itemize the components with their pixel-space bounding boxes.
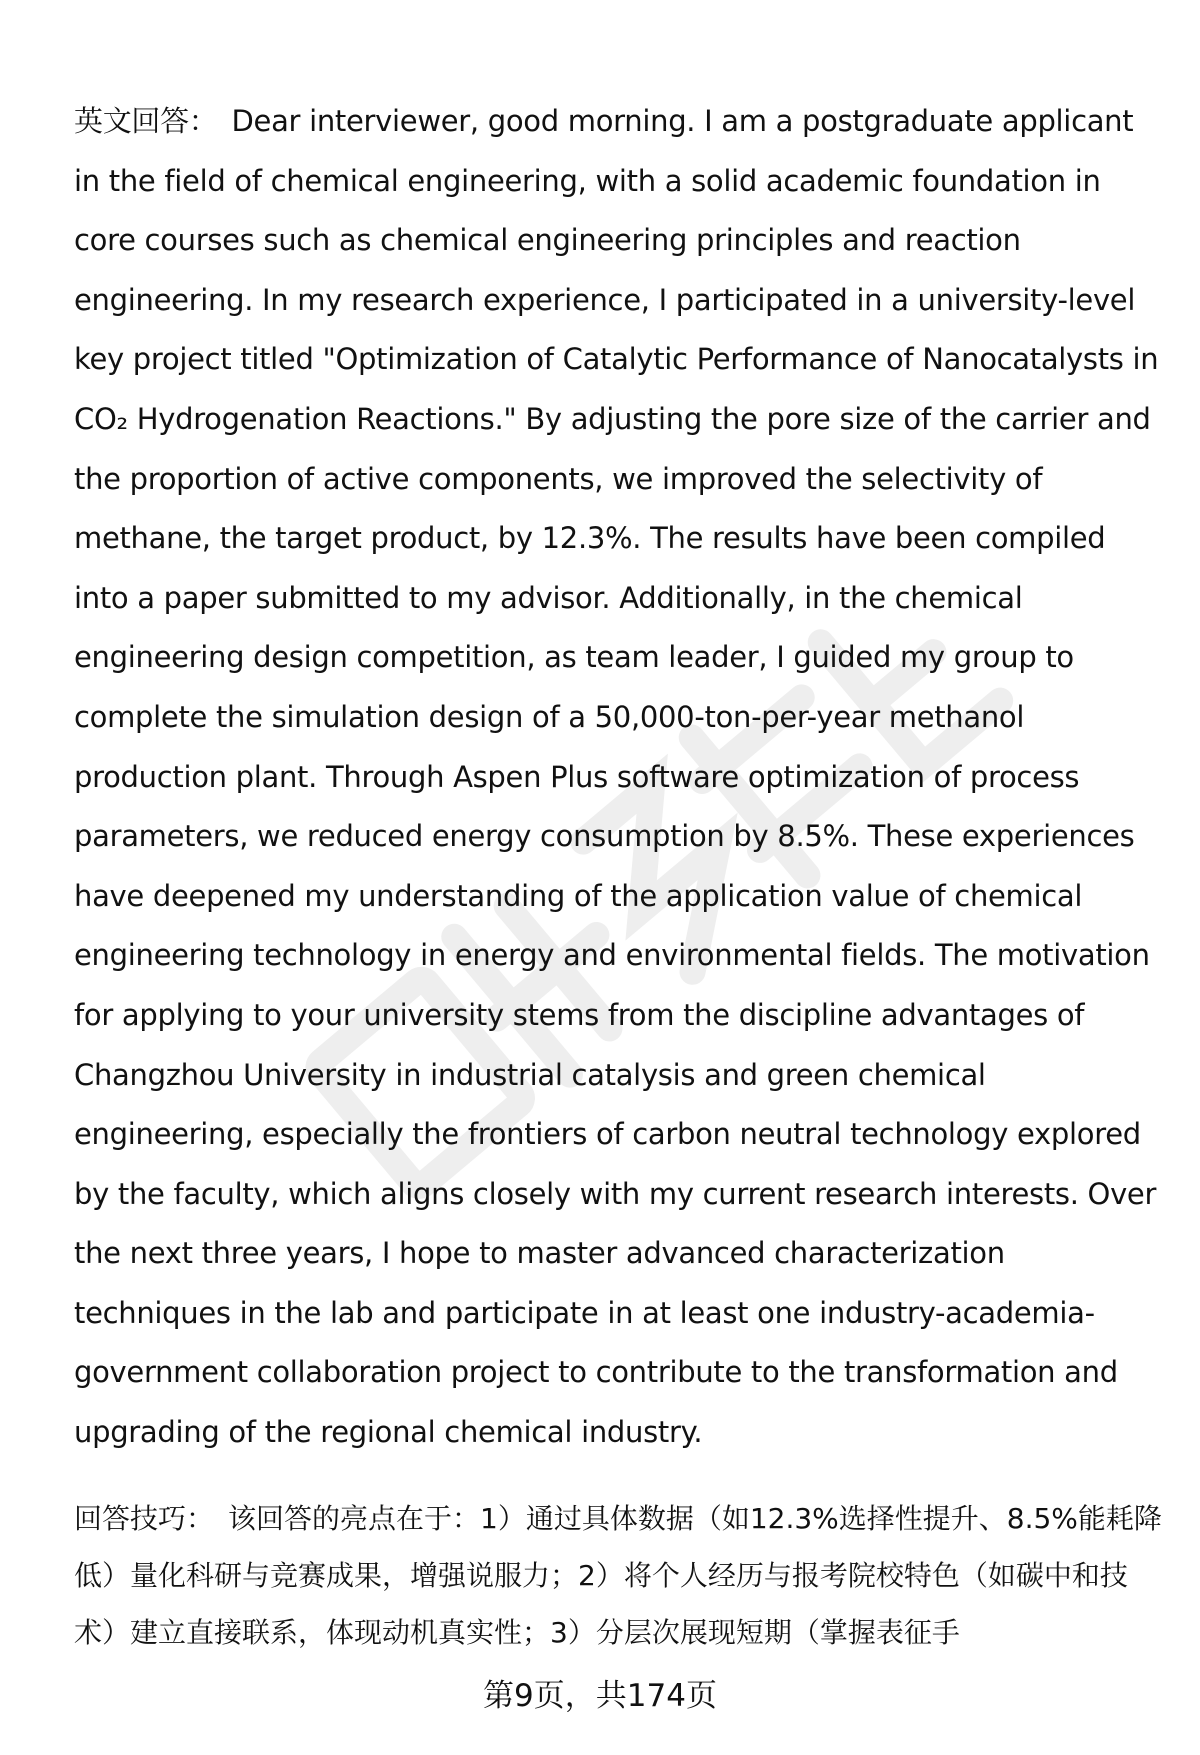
answer-label: 英文回答： (74, 104, 218, 138)
tips-text: 该回答的亮点在于：1）通过具体数据（如12.3%选择性提升、8.5%能耗降低）量化科研与竞赛成果，增强说服力；2）将个人经历与报考院校特色（如碳中和技术）建立直接联系，体现动机真实性；3）分层次展现短期（掌握表征手 (74, 1502, 1162, 1649)
answer-text: Dear interviewer, good morning. I am a postgraduate applicant in the field of chemical engineering, with a solid academic foundation in core courses such as chemical engineering principles and reaction engineering. In my research experience, I participated in a university-level key project titled "Optimization of Catalytic Performance of Nanocatalysts in CO₂ Hydrogenation Reactions." By adjusting the pore size of the carrier and the proportion of active components, we improved the selectivity of methane, the target product, by 12.3%. The results have been compiled into a paper submitted to my advisor. Additionally, in the chemical engineering design competition, as team leader, I guided my group to complete the simulation design of a 50,000-ton-per-year methanol production plant. Through Aspen Plus software optimization of process parameters, we reduced energy consumption by 8.5%. These experiences have deepened my understanding of the application value of chemical engineering technology in energy and environmental fields. The motivation for applying to your university stems from the discipline advantages of Changzhou University in industrial catalysis and green chemical engineering, especially the frontiers of carbon neutral technology explored by the faculty, which aligns closely with my current research interests. Over the next three years, I hope to master advanced characterization techniques in the lab and participate in at least one industry-academia-government collaboration project to contribute to the transformation and upgrading of the regional chemical industry. (74, 104, 1159, 1450)
page-number: 第9页，共174页 (483, 1678, 717, 1714)
english-answer-paragraph (74, 92, 1164, 1463)
answer-tips-paragraph (74, 1490, 1164, 1661)
tips-label: 回答技巧： (74, 1502, 215, 1535)
